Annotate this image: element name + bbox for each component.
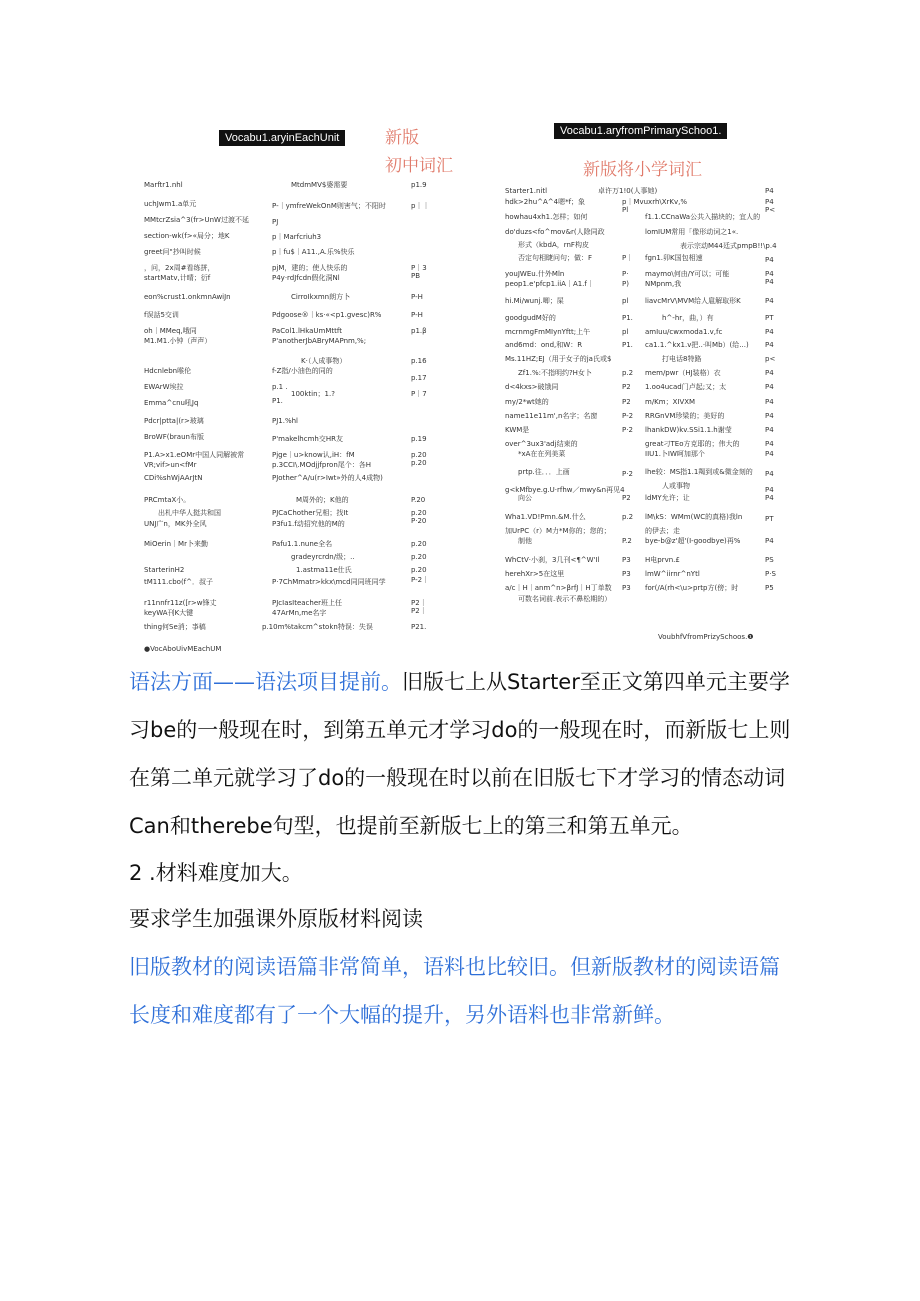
left-section-tag: Vocabu1.aryinEachUnit: [219, 130, 345, 146]
right-vocab-entry: great刁TEo方克耶的；伟大的: [645, 440, 740, 448]
right-vocab-entry: P·: [622, 270, 629, 278]
left-vocab-entry: f误話5交训: [144, 311, 179, 319]
right-vocab-entry: P5: [765, 584, 774, 592]
right-vocab-entry: P4: [765, 187, 774, 195]
right-vocab-entry: P4: [765, 450, 774, 458]
left-vocab-entry: gradeyrcrdn/级；..: [291, 553, 355, 561]
left-vocab-entry: ，问，2x周#看练拼，: [144, 264, 215, 272]
paragraph-6: 长度和难度都有了一个大幅的提升，另外语料也非常新鲜。: [129, 1003, 675, 1027]
left-vocab-entry: f-Z指/小油色的同的: [272, 367, 333, 375]
right-vocab-entry: *xA在在列美菜: [518, 450, 566, 458]
left-vocab-entry: PJcIasIteacher班上任: [272, 599, 343, 607]
left-vocab-entry: PJother^A/u(r>Iwt»外的人4成物): [272, 474, 383, 482]
right-vocab-entry: lhe较：MS指1.1羯到或&微金刻的: [645, 468, 753, 476]
right-vocab-entry: P2: [622, 383, 631, 391]
left-vocab-entry: P'anotherJbABryMAPnm,%;: [272, 337, 367, 345]
right-vocab-entry: 可数名词前.表示不鼻松期的）: [518, 595, 612, 603]
right-vocab-entry: RRGnVM珍梁的；美好的: [645, 412, 725, 420]
right-vocab-entry: P4: [765, 486, 774, 494]
right-vocab-entry: mem/pwr（HJ装格）衣: [645, 369, 721, 377]
right-vocab-entry: p｜Mvuxrh\XrKv,%: [622, 198, 688, 206]
left-vocab-entry: pjM，建的；使人快乐的: [272, 264, 348, 272]
right-vocab-entry: P3: [622, 556, 631, 564]
right-vocab-entry: 形式（kbdA，rnF构皮: [518, 241, 589, 249]
left-vocab-entry: p.17: [411, 374, 427, 382]
right-vocab-entry: 的伊去；走: [645, 527, 680, 535]
left-vocab-entry: P2｜: [411, 607, 427, 615]
right-vocab-entry: 卓许万1!0(人事她): [598, 187, 658, 195]
right-vocab-entry: lM\kS：WMm(WC的真格)我ln: [645, 513, 743, 521]
right-vocab-entry: my/2*wt她的: [505, 398, 549, 406]
right-vocab-entry: a/c｜H｜anm^n>βrfJ｜H丁单数: [505, 584, 612, 592]
left-vocab-entry: P｜7: [411, 390, 427, 398]
right-vocab-entry: for(/A(rh<\u>prtp方(傍；时: [645, 584, 739, 592]
right-vocab-entry: P2: [622, 494, 631, 502]
left-vocab-entry: p.20: [411, 553, 427, 561]
left-vocab-entry: greet问"抄叫时候: [144, 248, 201, 256]
right-vocab-entry: name11e11m',n名字；名窗: [505, 412, 598, 420]
right-vocab-entry: P｜: [622, 254, 634, 262]
left-vocab-entry: 100ktin；1.?: [291, 390, 335, 398]
left-vocab-entry: EWArW埃拉: [144, 383, 184, 391]
right-vocab-entry: lmW^iirnr^nYtl: [645, 570, 700, 578]
left-vocab-entry: P.20: [411, 496, 426, 504]
body-text: [129, 668, 829, 1029]
left-vocab-entry: Pjge｜u>know认,iH：fM: [272, 451, 355, 459]
left-vocab-entry: P-｜ymfreWekOnM则害气；不阳时: [272, 202, 386, 210]
left-vocab-entry: p.20: [411, 540, 427, 548]
right-vocab-entry: H电prvn.£: [645, 556, 680, 564]
left-vocab-entry: P1.: [272, 397, 283, 405]
left-vocab-entry: M周外的；K他的: [296, 496, 349, 504]
right-vocab-entry: pl: [622, 297, 629, 305]
right-vocab-entry: P2: [622, 398, 631, 406]
left-vocab-entry: VR;vif>un<fMr: [144, 461, 197, 469]
right-vocab-entry: PT: [765, 515, 774, 523]
left-vocab-entry: UNJ广n，MK外全风: [144, 520, 207, 528]
right-vocab-entry: amIuu/cwxmoda1.v,fc: [645, 328, 723, 336]
right-vocab-entry: WhCtV·小刹，3几刊<¶^W'Il: [505, 556, 600, 564]
right-vocab-entry: youJWEu.什外Mln: [505, 270, 565, 278]
left-vocab-entry: P'makelhcmh交HR友: [272, 435, 343, 443]
right-vocab-entry: f1.1.CCnaWa公共入描块的；宜人的: [645, 213, 761, 221]
right-vocab-entry: p<: [765, 355, 776, 363]
right-vocab-entry: and6md：ond,和W：R: [505, 341, 583, 349]
right-vocab-entry: P·2: [622, 470, 633, 478]
right-vocab-entry: P4: [765, 412, 774, 420]
right-vocab-entry: pl: [622, 328, 629, 336]
left-title-line2: 初中词汇: [385, 156, 453, 176]
right-vocab-entry: d<4kxs>破饿同: [505, 383, 559, 391]
right-vocab-entry: 向公: [518, 494, 532, 502]
left-vocab-entry: p.10m%takcm^stokn特误：失误: [262, 623, 373, 631]
right-vocab-entry: P·2: [622, 426, 633, 434]
right-vocab-entry: hi.Mi/wunj.唧；屎: [505, 297, 564, 305]
left-vocab-entry: uchJwm1.a单元: [144, 200, 197, 208]
left-vocab-entry: PJCaChother兄相；找It: [272, 509, 349, 517]
left-vocab-entry: Hdcnlebn喉伦: [144, 367, 192, 375]
right-vocab-entry: P4: [765, 494, 774, 502]
right-vocab-entry: hdk>2hu^A^4嗯*f；象: [505, 198, 586, 206]
right-vocab-entry: 人或事物: [662, 482, 690, 490]
right-vocab-entry: P4: [765, 328, 774, 336]
right-vocab-entry: 表示宗动M44廷式pmpB!!\p.4: [680, 242, 777, 250]
right-vocab-entry: 否定句相睫问句；做：F: [518, 254, 593, 262]
right-vocab-entry: PT: [765, 314, 774, 322]
right-vocab-entry: P3: [622, 584, 631, 592]
left-vocab-entry: Pafu1.1.nune全名: [272, 540, 333, 548]
left-vocab-entry: P3fu1.f动招究他的M的: [272, 520, 345, 528]
right-vocab-entry: P3: [622, 570, 631, 578]
right-vocab-entry: lhankDW)kv.SSi1.1.h谢莹: [645, 426, 732, 434]
right-vocab-entry: P1.: [622, 341, 633, 349]
left-vocab-entry: P｜3: [411, 264, 427, 272]
right-vocab-entry: P4: [765, 341, 774, 349]
right-section-tag: Vocabu1.aryfromPrimarySchoo1.: [554, 123, 727, 139]
right-vocab-entry: P4: [765, 369, 774, 377]
left-vocab-entry: startMatv,计晴；衍f: [144, 274, 211, 282]
left-vocab-entry: p.20: [411, 566, 427, 574]
right-vocab-entry: 制他: [518, 537, 532, 545]
right-vocab-entry: ldMY允许；让: [645, 494, 690, 502]
right-vocab-entry: Ms.11HZ;EJ（用于女子的ja氏或$: [505, 355, 612, 363]
right-vocab-entry: KWM是: [505, 426, 530, 434]
right-vocab-entry: P): [622, 280, 629, 288]
paragraph-1: [129, 668, 829, 696]
left-vocab-entry: CirroIkxmn朗方卜: [291, 293, 351, 301]
right-vocab-entry: P4: [765, 426, 774, 434]
right-vocab-entry: 加UrPC（r）M力*M你的；您的；: [505, 527, 611, 535]
right-vocab-entry: P1.: [622, 314, 633, 322]
paragraph-1-text: 旧版七上从Starter至正文第四单元主要学: [402, 670, 790, 694]
right-vocab-entry: IIU1.卜IW呵加那个: [645, 450, 705, 458]
right-vocab-entry: P4: [765, 256, 774, 264]
section-2-subheading: 要求学生加强课外原版材料阅读: [129, 907, 423, 931]
left-vocab-entry: P·20: [411, 517, 427, 525]
left-vocab-entry: Emma^cnu吼Jq: [144, 399, 199, 407]
right-vocab-entry: ca1.1.^kx1.v把..·叫Mb）(给...): [645, 341, 749, 349]
right-vocab-entry: 打电话8特路: [662, 355, 702, 363]
left-vocab-entry: ●VocAboUivMEachUM: [144, 645, 222, 653]
left-vocab-entry: BroWF(braun布版: [144, 433, 204, 441]
right-vocab-entry: P-2: [622, 412, 634, 420]
left-vocab-entry: p.16: [411, 357, 427, 365]
right-vocab-entry: p.2: [622, 513, 634, 521]
left-vocab-entry: Marftr1.nhl: [144, 181, 183, 189]
right-vocab-entry: fgn1.卯K国包相速: [645, 254, 703, 262]
left-vocab-entry: P21.: [411, 623, 427, 631]
left-vocab-entry: Pdgoose®｜ks·«<p1.gvesc)R%: [272, 311, 382, 319]
left-vocab-entry: MtdmMV$婆需要: [291, 181, 348, 189]
left-vocab-entry: tM111.cbo(f^．叔子: [144, 578, 214, 586]
right-vocab-entry: P4: [765, 198, 774, 206]
right-vocab-entry: 1.oo4ucad门卢起;又；太: [645, 383, 727, 391]
right-vocab-entry: prtp.往．．．上画: [518, 468, 570, 476]
left-vocab-entry: PJ1.%hl: [272, 417, 298, 425]
left-vocab-entry: p1.β: [411, 327, 427, 335]
left-vocab-entry: p.19: [411, 435, 427, 443]
left-vocab-entry: p｜Marfcriuh3: [272, 233, 322, 241]
right-vocab-entry: maymo\何由/Y可以；可能: [645, 270, 730, 278]
left-vocab-entry: oh｜MMeq,哦同: [144, 327, 197, 335]
right-vocab-entry: P4: [765, 278, 774, 286]
right-vocab-entry: Pl: [622, 206, 629, 214]
left-vocab-entry: p｜｜: [411, 202, 430, 210]
left-vocab-entry: M1.M1.小钟（声声）: [144, 337, 212, 345]
right-vocab-entry: Wha1.VD!Pmn.&M.什么: [505, 513, 586, 521]
right-vocab-entry: p.2: [622, 369, 634, 377]
paragraph-4: Can和therebe句型，也提前至新版七上的第三和第五单元。: [129, 814, 693, 838]
left-vocab-entry: p.20: [411, 459, 427, 467]
left-vocab-entry: MiOerin｜Mr卜来勤: [144, 540, 208, 548]
right-vocab-entry: Zf1.%:不指明约?H女卜: [518, 369, 592, 377]
left-vocab-entry: P-H: [411, 311, 423, 319]
left-title-line1: 新版: [385, 128, 419, 148]
left-vocab-entry: eon%crust1.onkmnAwiJn: [144, 293, 231, 301]
left-vocab-entry: P-2｜: [411, 576, 430, 584]
left-vocab-entry: p.20: [411, 451, 427, 459]
left-vocab-entry: K·（人成事物）: [301, 357, 347, 365]
left-vocab-entry: P2｜: [411, 599, 427, 607]
right-vocab-entry: P<: [765, 206, 776, 214]
left-vocab-entry: p.3CCI\.MOdjjfpron尾个：各H: [272, 461, 372, 469]
right-vocab-entry: bye-b@z'超'(I-goodbye)再%: [645, 537, 741, 545]
paragraph-3: 在第二单元就学习了do的一般现在时以前在旧版七下才学习的情态动词: [129, 766, 786, 790]
right-vocab-entry: do'duzs<fo^mov&r(人除同政: [505, 228, 605, 236]
left-vocab-entry: p｜fu$｜A11.,A.乐%快乐: [272, 248, 355, 256]
left-vocab-entry: CDi%shWjAArJtN: [144, 474, 203, 482]
right-vocab-entry: P.2: [622, 537, 632, 545]
left-vocab-entry: p1.9: [411, 181, 427, 189]
right-vocab-entry: P·S: [765, 570, 776, 578]
left-vocab-entry: section-wk(f>«局分；地K: [144, 232, 230, 240]
right-vocab-entry: P4: [765, 440, 774, 448]
left-vocab-entry: P1.A>x1.eOMr中国人同解被常: [144, 451, 245, 459]
left-vocab-entry: Pdcr|ptta|(r>玻璃: [144, 417, 204, 425]
left-vocab-entry: 1.astma11e仕氏: [296, 566, 352, 574]
right-vocab-entry: over^3ux3'adj结束的: [505, 440, 578, 448]
left-vocab-entry: p.1 .: [272, 383, 288, 391]
right-vocab-entry: m/Km；XIVXM: [645, 398, 696, 406]
right-vocab-entry: lomIUM常用「像形动词之1«.: [645, 228, 739, 236]
paragraph-2: 习be的一般现在时，到第五单元才学习do的一般现在时，而新版七上则: [129, 718, 791, 742]
left-vocab-entry: PB: [411, 272, 421, 280]
left-vocab-entry: 出札中华人挺共和国: [158, 509, 221, 517]
right-title: 新版将小学词汇: [583, 160, 702, 180]
right-vocab-entry: g<kMfbye.g.U·rfhw／mwy&n再见4: [505, 486, 625, 494]
right-vocab-entry: P4: [765, 270, 774, 278]
left-vocab-entry: PRCmtaX小。: [144, 496, 191, 504]
right-vocab-entry: P4: [765, 470, 774, 478]
left-vocab-entry: r11nnfr11z([r>w锋丈: [144, 599, 217, 607]
right-vocab-entry: VoubhfVfromPrizySchoos.❶: [658, 633, 754, 641]
right-vocab-entry: Starter1.nitl: [505, 187, 548, 195]
left-vocab-entry: keyWA刊K大键: [144, 609, 194, 617]
right-vocab-entry: herehXr>5在这里: [505, 570, 565, 578]
left-vocab-entry: thing何Se消；亊稿: [144, 623, 206, 631]
right-vocab-entry: P4: [765, 537, 774, 545]
paragraph-1-heading: 语法方面——语法项目提前。: [129, 670, 402, 694]
left-vocab-entry: P-H: [411, 293, 423, 301]
section-2-heading: 2 .材料难度加大。: [129, 861, 303, 885]
right-vocab-entry: PS: [765, 556, 774, 564]
paragraph-5: 旧版教材的阅读语篇非常简单，语料也比较旧。但新版教材的阅读语篇: [129, 955, 780, 979]
right-vocab-entry: NMpnm,我: [645, 280, 682, 288]
left-vocab-entry: MMtcrZsia^3(fr>UnW过渡不延: [144, 216, 249, 224]
right-vocab-entry: liavcMrV\MVM给人扈解取形K: [645, 297, 741, 305]
right-vocab-entry: h^-hr，曲，）有: [662, 314, 714, 322]
left-vocab-entry: p.20: [411, 509, 427, 517]
left-vocab-entry: 47ArMn,me名字: [272, 609, 327, 617]
right-vocab-entry: peop1.e'pfcp1.iiA｜A1.f｜: [505, 280, 594, 288]
left-vocab-entry: StarterinH2: [144, 566, 185, 574]
left-vocab-entry: PaCol1.lHkaUmMttft: [272, 327, 342, 335]
right-vocab-entry: P4: [765, 398, 774, 406]
right-vocab-entry: P4: [765, 297, 774, 305]
right-vocab-entry: P4: [765, 383, 774, 391]
left-vocab-entry: P·7ChMmatr>kkx\mcd同同班同学: [272, 578, 386, 586]
left-vocab-entry: P4y·rdJfcdn假化洞Nl: [272, 274, 340, 282]
right-vocab-entry: goodgudM好的: [505, 314, 556, 322]
left-vocab-entry: PJ: [272, 218, 279, 226]
right-vocab-entry: mcrnmgFmMIynYftt;上午: [505, 328, 591, 336]
right-vocab-entry: howhau4xh1.怎样；如何: [505, 213, 588, 221]
